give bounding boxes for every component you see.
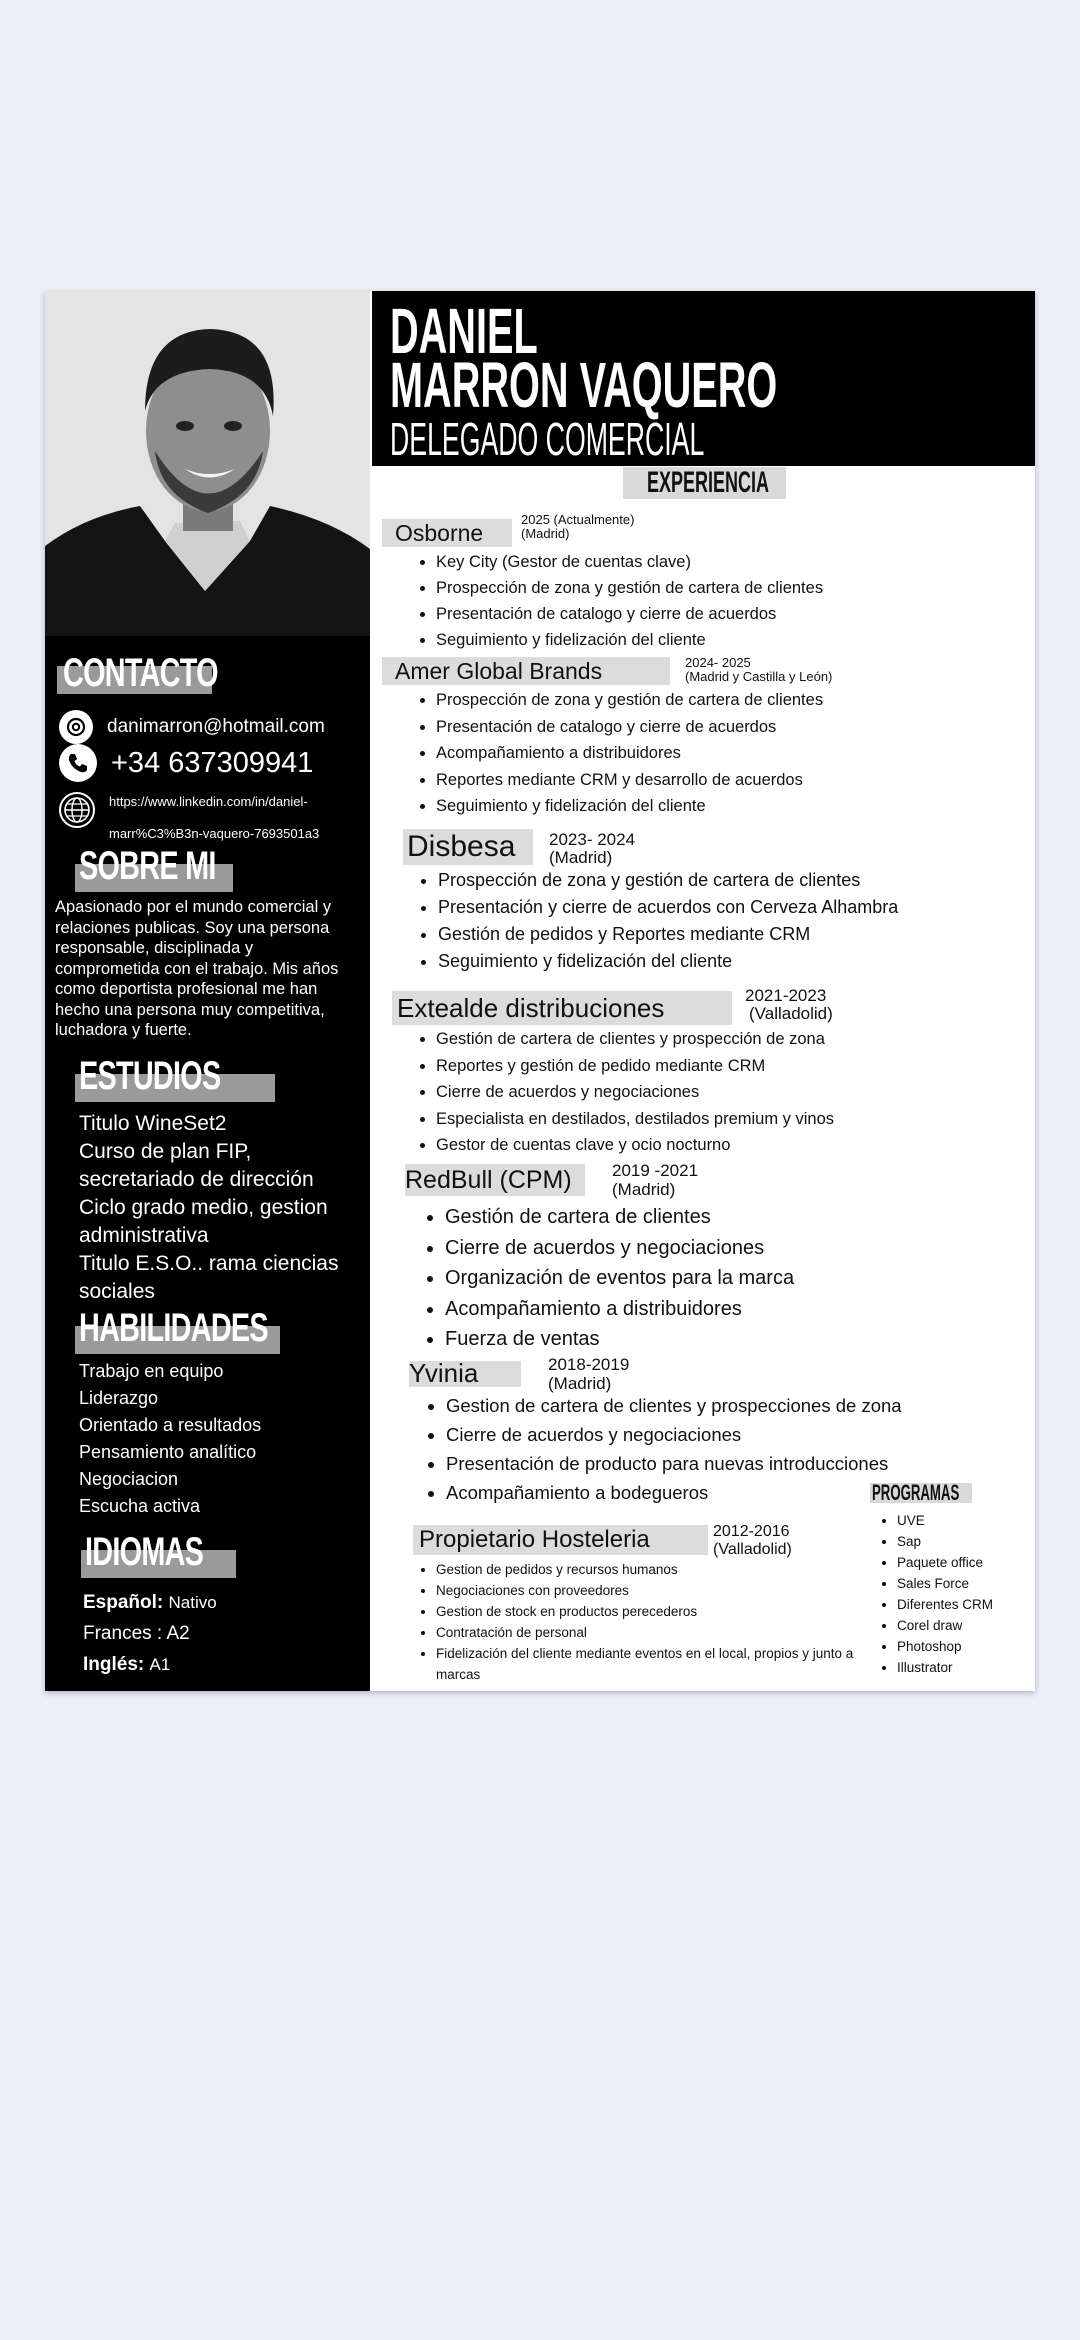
company-name: Extealde distribuciones xyxy=(397,993,665,1023)
program-item: • UVE xyxy=(897,1510,993,1531)
task-item: • Gestion de pedidos y recursos humanos xyxy=(436,1559,856,1580)
task-item: • Reportes y gestión de pedido mediante CRM xyxy=(436,1053,834,1080)
job-date: 2012-2016 xyxy=(713,1523,790,1540)
job-dates xyxy=(521,513,634,541)
job-location: (Madrid) xyxy=(612,1180,676,1199)
job-date: 2025 (Actualmente) xyxy=(521,512,635,527)
programs-heading: PROGRAMAS xyxy=(872,1480,960,1505)
task-item: • Organización de eventos para la marca xyxy=(445,1263,794,1294)
task-list xyxy=(428,1391,902,1507)
job-dates xyxy=(713,1523,792,1559)
program-item: • Diferentes CRM xyxy=(897,1594,993,1615)
company-name: Osborne xyxy=(395,520,484,546)
education-item: Titulo WineSet2 xyxy=(79,1112,227,1135)
task-item: • Cierre de acuerdos y negociaciones xyxy=(446,1420,902,1449)
education-item: Titulo E.S.O.. rama ciencias sociales xyxy=(79,1252,339,1303)
task-item: • Acompañamiento a distribuidores xyxy=(436,740,823,767)
skill-item: Liderazgo xyxy=(79,1388,159,1408)
task-item: • Cierre de acuerdos y negociaciones xyxy=(445,1233,794,1264)
first-name: DANIEL xyxy=(390,295,538,367)
skill-item: Trabajo en equipo xyxy=(79,1361,224,1381)
language-item xyxy=(83,1653,170,1677)
task-item: • Prospección de zona y gestión de cartera de clientes xyxy=(436,575,823,601)
task-item: • Presentación de catalogo y cierre de acuerdos xyxy=(436,601,823,627)
at-icon xyxy=(59,710,93,744)
task-item: • Acompañamiento a bodegueros xyxy=(446,1478,902,1507)
task-item: • Prospección de zona y gestión de cartera de clientes xyxy=(438,867,898,894)
experience-heading: EXPERIENCIA xyxy=(647,466,770,499)
company-name: Propietario Hosteleria xyxy=(419,1526,650,1553)
languages-heading: IDIOMAS xyxy=(85,1530,204,1574)
job-title: DELEGADO COMERCIAL xyxy=(390,413,705,465)
job-dates xyxy=(612,1161,698,1199)
phone-text[interactable]: +34 637309941 xyxy=(111,746,314,779)
task-item: • Gestión de cartera de clientes xyxy=(445,1202,794,1233)
skills-heading: HABILIDADES xyxy=(79,1306,268,1350)
job-dates xyxy=(549,831,635,867)
task-item: • Negociaciones con proveedores xyxy=(436,1580,856,1601)
about-heading: SOBRE MI xyxy=(79,844,216,888)
job-date: 2024- 2025 xyxy=(685,655,751,670)
program-item: • Sap xyxy=(897,1531,993,1552)
task-item: • Key City (Gestor de cuentas clave) xyxy=(436,549,823,575)
job-date: 2021-2023 xyxy=(745,986,827,1005)
program-item: • Photoshop xyxy=(897,1636,993,1657)
program-item: • Illustrator xyxy=(897,1657,993,1678)
about-text: Apasionado por el mundo comercial y relaciones publicas. Soy una persona responsable, disciplinada y comprometida con el trabajo. Mis años como deportista profesional me han hecho una persona muy competitiva, luchadora y fuerte. xyxy=(55,898,339,1039)
task-item: • Reportes mediante CRM y desarrollo de acuerdos xyxy=(436,767,823,794)
task-item: • Gestión de pedidos y Reportes mediante CRM xyxy=(438,921,898,948)
task-item: • Acompañamiento a distribuidores xyxy=(445,1294,794,1325)
task-item: • Seguimiento y fidelización del cliente xyxy=(438,948,898,975)
task-item: • Gestor de cuentas clave y ocio nocturno xyxy=(436,1132,834,1159)
program-item: • Paquete office xyxy=(897,1552,993,1573)
task-list xyxy=(420,867,898,975)
company-name: Yvinia xyxy=(409,1358,479,1388)
education-item: Ciclo grado medio, gestion administrativa xyxy=(79,1196,328,1247)
email-text[interactable]: danimarron@hotmail.com xyxy=(107,716,325,737)
job-location: (Valladolid) xyxy=(749,1004,833,1023)
job-date: 2019 -2021 xyxy=(612,1161,699,1180)
task-list xyxy=(418,687,823,820)
skill-item: Pensamiento analítico xyxy=(79,1442,257,1462)
contact-heading: CONTACTO xyxy=(63,651,218,695)
phone-row[interactable] xyxy=(59,744,313,782)
task-list xyxy=(418,1559,856,1685)
left-column xyxy=(45,291,370,1691)
task-item: • Presentación de catalogo y cierre de acuerdos xyxy=(436,714,823,741)
task-item: • Contratación de personal xyxy=(436,1622,856,1643)
job-date: 2023- 2024 xyxy=(549,830,636,849)
task-list xyxy=(418,1026,834,1159)
task-item: • Seguimiento y fidelización del cliente xyxy=(436,793,823,820)
linkedin-line-1: https://www.linkedin.com/in/daniel- xyxy=(109,794,308,809)
task-item: • Especialista en destilados, destilados premium y vinos xyxy=(436,1106,834,1133)
company-name: Amer Global Brands xyxy=(395,658,603,684)
phone-icon xyxy=(59,744,97,782)
task-item: • Gestion de stock en productos perecederos xyxy=(436,1601,856,1622)
task-item: • Presentación de producto para nuevas introducciones xyxy=(446,1449,902,1478)
language-item xyxy=(83,1622,190,1646)
job-location: (Madrid) xyxy=(549,848,613,867)
linkedin-text[interactable] xyxy=(109,786,319,850)
task-item: • Fidelización del cliente mediante eventos en el local, propios y junto a marcas xyxy=(436,1643,856,1685)
job-location: (Madrid y Castilla y León) xyxy=(685,669,833,684)
last-name: MARRON VAQUERO xyxy=(390,349,778,421)
skill-item: Escucha activa xyxy=(79,1496,201,1516)
language-name: Inglés: xyxy=(83,1654,145,1675)
skill-item: Negociacion xyxy=(79,1469,179,1489)
skill-item: Orientado a resultados xyxy=(79,1415,262,1435)
task-item: • Seguimiento y fidelización del cliente xyxy=(436,627,823,653)
task-item: • Prospección de zona y gestión de cartera de clientes xyxy=(436,687,823,714)
job-location: (Valladolid) xyxy=(713,1541,792,1558)
job-location: (Madrid) xyxy=(548,1374,612,1393)
task-list xyxy=(418,549,823,653)
language-level: A2 xyxy=(166,1623,190,1644)
linkedin-row[interactable] xyxy=(59,786,319,850)
language-level: A1 xyxy=(149,1655,171,1674)
name-header xyxy=(372,291,1035,466)
company-name: RedBull (CPM) xyxy=(405,1166,572,1194)
task-item: • Cierre de acuerdos y negociaciones xyxy=(436,1079,834,1106)
task-item: • Gestión de cartera de clientes y prospección de zona xyxy=(436,1026,834,1053)
profile-photo xyxy=(45,291,370,636)
task-item: • Fuerza de ventas xyxy=(445,1324,794,1355)
language-name: Español: xyxy=(83,1592,164,1613)
program-item: • Corel draw xyxy=(897,1615,993,1636)
email-row[interactable] xyxy=(59,710,325,744)
job-dates xyxy=(745,987,833,1023)
task-item: • Gestion de cartera de clientes y prospecciones de zona xyxy=(446,1391,902,1420)
job-date: 2018-2019 xyxy=(548,1355,630,1374)
task-list xyxy=(427,1202,794,1355)
task-item: • Presentación y cierre de acuerdos con Cerveza Alhambra xyxy=(438,894,898,921)
programs-list xyxy=(879,1510,993,1678)
education-heading: ESTUDIOS xyxy=(79,1054,221,1098)
language-level: Nativo xyxy=(168,1593,217,1612)
company-name: Disbesa xyxy=(407,830,516,863)
job-dates xyxy=(685,656,832,684)
job-dates xyxy=(548,1355,629,1393)
program-item: • Sales Force xyxy=(897,1573,993,1594)
language-item xyxy=(83,1591,217,1615)
globe-icon xyxy=(59,792,95,828)
linkedin-line-2: marr%C3%B3n-vaquero-7693501a3 xyxy=(109,826,320,841)
job-location: (Madrid) xyxy=(521,526,570,541)
skills-list xyxy=(79,1358,261,1520)
resume-page xyxy=(45,291,1035,1691)
education-item: Curso de plan FIP, secretariado de dirección xyxy=(79,1140,314,1191)
language-name: Frances : xyxy=(83,1623,163,1644)
